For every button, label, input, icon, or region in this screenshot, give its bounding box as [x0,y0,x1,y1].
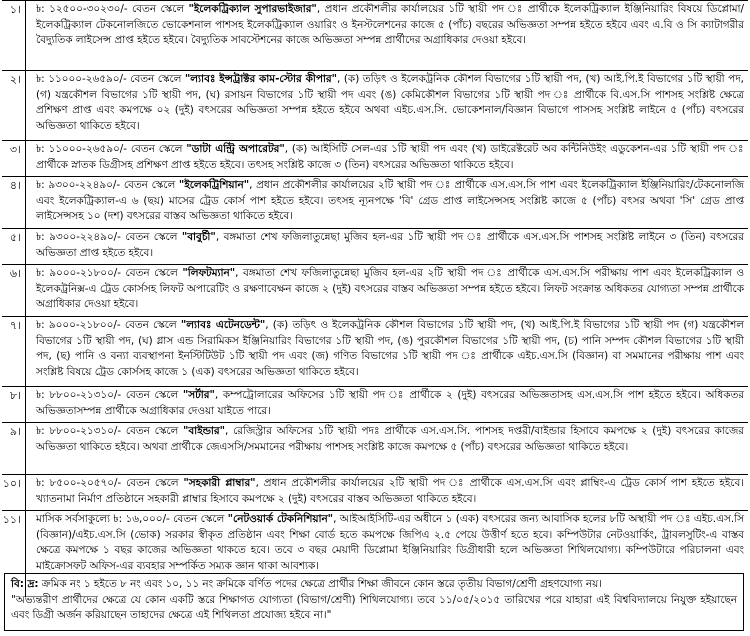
pay-scale: ৳: ৯৩০০-২২৪৯০/- বেতন স্কেলে [36,231,182,243]
note-box [4,573,744,631]
item-text [26,387,748,422]
item-number: ৮। [2,387,26,422]
item-text [26,141,748,176]
item-text [26,317,748,386]
item-number: ৩। [2,141,26,176]
pay-scale: ৳: ১২৫০০-৩০২৩০/- বেতন স্কেলে [36,3,189,15]
item-text [26,177,748,228]
item-number: ১০। [2,475,26,510]
post-requirements: , প্রধান প্রকৌশলীর কার্যালয়ের ২টি স্থায়ী পদ ঃ প্রার্থীকে এস.এস.সি পাশ এবং ইলেকট্রিক্যাল ইঞ্জিনিয়ারিং/টেকনোলজি এবং ইলেকট্রিক্যাল-এ ৬ (ছয়) মাসের ট্রেড কোর্স পাশ হইতে হইবে। তৎসহ ন্যূনপক্ষে 'বি' গ্রেড প্রাপ্ত লাইসেন্সসহ সংশ্লিষ্ট কাজে ৫ (পাঁচ) বৎসর অথবা 'সি' গ্রেড প্রাপ্ত লাইসেন্সসহ ১০ (দশ) বৎসরের বাস্তব অভিজ্ঞতা থাকিতে হইবে। [36,179,744,222]
vacancy-list [2,0,748,572]
post-requirements: , কম্পট্রোলারের অফিসের ১টি স্থায়ী পদ ঃ প্রার্থীকে ২ (দুই) বৎসরের অভিজ্ঞতাসহ এস.এস.সি পাশ হইতে হইবে। অধিকতর অভিজ্ঞতাসম্পন্ন প্রার্থীকে অগ্রাধিকার দেওয়া যাইতে পারে। [36,389,744,417]
post-title: "ল্যাবঃ ইন্সট্রাক্টর কাম-স্টোর কীপার" [184,73,338,85]
post-title: "সহকারী প্লাম্বার" [183,477,256,489]
item-number: ১১। [2,511,26,597]
vacancy-item [2,71,748,141]
note-text-1: ক্রমিক নং ১ হইতে ৮ নং এবং ১০, ১১ নং ক্রমিকে বর্ণিত পদের ক্ষেত্রে প্রার্থীর শিক্ষা জীবনে কোন স্তরে তৃতীয় বিভাগ/শ্রেণী গ্রহণযোগ্য নয়। [38,578,602,590]
item-number: ৭। [2,317,26,386]
post-title: "নেটওয়ার্ক টেকনিশিয়ান" [227,513,334,525]
post-requirements: , আইআইসিটি-এর অধীনে ১ (এক) বৎসরের জন্য আবাসিক হলের ৮টি অস্থায়ী পদ ঃ এইচ.এস.সি (বিজ্ঞান)/এইচ.এস.সি (ভোক) সরকার স্বীকৃত প্রতিষ্ঠান এবং শিক্ষা বোর্ড হতে কমপক্ষে জিপিএ ২.৫ পেয়ে উত্তীর্ণ হতে হবে। কম্পিউটার নেটওয়ার্কিং, ট্রাবলসুটিং-এ বাস্তব ক্ষেত্রে কমপক্ষে ১ বছর কাজের অভিজ্ঞতা থাকতে হবে। তবে ৩ বছর মেয়াদী ডিপ্লোমা ইঞ্জিনিয়ারিং ডিগ্রীধারী হলে অভিজ্ঞতা শিথিলযোগ্য। কম্পিউটারে পরিচালনা এবং মাইক্রোসফট অফিস-এর ব্যবহার সম্পর্কিত সম্যক জ্ঞান থাকা আবশ্যক। [36,513,744,572]
vacancy-item [2,317,748,387]
pay-scale: ৳: ৯০০০-২১৮০০/- বেতন স্কেলে [36,267,183,279]
post-title: "বাবুর্চী" [181,231,216,243]
vacancy-item [2,423,748,475]
pay-scale: ৳: ৮৮০০-২১৩১০/- বেতন স্কেলে [36,389,183,401]
pay-scale: ৳: ১১০০০-২৬৫৯০/- বেতন স্কেলে [36,143,187,155]
vacancy-item [2,177,748,229]
pay-scale: ৳: ৮৮০০-২১৩১০/- বেতন স্কেলে [36,425,183,437]
pay-scale: ৳: ১১০০০-২৬৫৯০/- বেতন স্কেলে [36,73,185,85]
vacancy-item [2,387,748,423]
vacancy-item [2,265,748,317]
pay-scale: ৳: ৮৫০০-২০৫৭০/- বেতন স্কেলে [36,477,184,489]
post-title: "ডাটা এন্ট্রি অপারেটর" [186,143,285,155]
pay-scale: মাসিক সর্বসাকুল্যে ৳: ১৬,০০০/- বেতন স্কেলে [36,513,228,525]
item-text [26,423,748,474]
item-number: ৪। [2,177,26,228]
post-title: "ইলেকট্রিক্যাল সুপারভাইজার" [188,3,317,15]
vacancy-item [2,1,748,71]
post-title: "ইলেকট্রিশিয়ান" [178,179,250,191]
vacancy-item [2,229,748,265]
note-line-2: "অভ্যন্তরীণ প্রার্থীদের ক্ষেত্রে যে কোন একটি স্তরে শিক্ষাগত যোগ্যতা (বিভাগ/শ্রেণী) শিথিলযোগ্য। তবে ১১/০৫/২০১৫ তারিখের পরে যাহারা এই বিশ্ববিদ্যালয়ে নিযুক্ত হইয়াছেন এবং ডিগ্রী অর্জন করিয়াছেন তাহাদের ক্ষেত্রে এই শিথিলতা প্রযোজ্য হইবে না।" [11,593,737,621]
post-title: "লিফটম্যান" [182,267,236,279]
item-text [26,265,748,316]
item-number: ৬। [2,265,26,316]
post-title: "বাইন্ডার" [182,425,226,437]
pay-scale: ৳: ৯০০০-২১৮০০/- বেতন স্কেলে [36,319,181,331]
vacancy-item [2,475,748,511]
post-requirements: , (ক) তড়িৎ ও ইলেকট্রনিক কৌশল বিভাগের ১টি স্থায়ী পদ, (খ) আই.পি.ই বিভাগের ১টি স্থায়ী পদ, (গ) যন্ত্রকৌশল বিভাগের ১টি স্থায়ী পদ, (ঘ) রসায়ন বিভাগের ১টি স্থায়ী পদ এবং (ঙ) কেমিকৌশল বিভাগের ১টি স্থায়ী পদ ঃ প্রার্থীকে বি.এস.সি পাশসহ সংশ্লিষ্ট ক্ষেত্রে প্রশিক্ষণ প্রাপ্ত এবং কমপক্ষে ০২ (দুই) বৎসরের অভিজ্ঞতা সম্পন্ন হইতে হইবে অথবা এইচ.এস.সি. ভোকেশনাল/বিজ্ঞান বিভাগে পাসসহ সংশ্লিষ্ট লাইনে ৫ (পাঁচ) বৎসরের অভিজ্ঞতা থাকিতে হইবে। [36,73,744,132]
post-requirements: , (ক) আইসিটি সেল-এর ১টি স্থায়ী পদ এবং (খ) ডাইরেক্টরেট অব কন্টিনিউইং এডুকেশন-এর ১টি স্থায়ী পদ ঃ প্রার্থীকে স্নাতক ডিগ্রীসহ প্রশিক্ষণ প্রাপ্ত হইতে হইবে। তৎসহ সংশ্লিষ্ট কাজে ৩ (তিন) বৎসরের অভিজ্ঞতা থাকিতে হইবে। [36,143,744,171]
item-number: ২। [2,71,26,140]
post-requirements: , প্রধান প্রকৌশলীর কার্যালয়ের ২টি স্থায়ী পদ ঃ প্রার্থীকে এস.এস.সি এবং প্লাম্বিং-এ ট্রেড কোর্স পাশ হইতে হইবে। খ্যাতনামা নির্মাণ প্রতিষ্ঠানে সহকারী প্লাম্বার হিসাবে কমপক্ষে ২ (দুই) বৎসরের বাস্তব অভিজ্ঞতা থাকিতে হইবে। [36,477,744,505]
item-text [26,71,748,140]
pay-scale: ৳: ৯৩০০-২২৪৯০/- বেতন স্কেলে [36,179,179,191]
post-requirements: , বঙ্গমাতা শেখ ফজিলাতুন্নেছা মুজিব হল-এর ২টি স্থায়ী পদ ঃ প্রার্থীকে এস.এস.সি পরীক্ষায় পাশ এবং ইলেকট্রিক্যাল ও ইলেকট্রনিক্স-এ ট্রেড কোর্সসহ লিফট অপারেটিং ও রক্ষণাবেক্ষন কাজে ২ (দুই) বৎসরের বাস্তব অভিজ্ঞতা সম্পন্ন হইতে হইবে। লিফট সংক্রান্ত অধিকতর যোগ্যতা সম্পন্ন প্রার্থীকে অগ্রাধিকার দেওয়া হইবে। [36,267,744,310]
item-text [26,229,748,264]
post-requirements: , প্রধান প্রকৌশলীর কার্যালয়ের ১টি স্থায়ী পদ ঃ প্রার্থীকে ইলেকট্রিক্যাল ইঞ্জিনিয়ারিং বিষয়ে ডিপ্লোমা/ইলেকট্রিক্যাল টেকনোলজিতে ভোকেশনাল পাশসহ ইলেকট্রিক্যাল ওয়ারিং ও ইনস্টলেশনের কাজে ৫ (পাঁচ) বছরের অভিজ্ঞতা সম্পন্ন হইতে হইবে এবং এ.বি ও সি ক্যাটাগরীর বৈদ্যুতিক লাইসেন্স প্রাপ্ত হইতে হইবে। বৈদ্যুতিক সাবস্টেশনের কাজে অভিজ্ঞতা সম্পন্ন প্রার্থীদের অগ্রাধিকার দেওয়া হইবে। [36,3,744,46]
post-requirements: , বঙ্গমাতা শেখ ফজিলাতুন্নেছা মুজিব হল-এর ১টি স্থায়ী পদ ঃ প্রার্থীকে এস.এস.সি পাশসহ সংশ্লিষ্ট লাইনে ৩ (তিন) বৎসরের অভিজ্ঞতা প্রাপ্ত হইতে হইবে। [36,231,744,259]
item-number: ৯। [2,423,26,474]
item-text [26,475,748,510]
post-title: "ল্যাবঃ এটেনডেন্ট" [180,319,266,331]
vacancy-item [2,141,748,177]
note-label: বি: দ্র: [11,578,39,590]
post-title: "সর্টার" [182,389,215,401]
item-number: ৫। [2,229,26,264]
item-text [26,1,748,70]
note-line-1 [11,577,737,593]
item-number: ১। [2,1,26,70]
post-requirements: , রেজিস্ট্রার অফিসের ১টি স্থায়ী পদঃ প্রার্থীকে এস.এস.সি. পাশসহ দপ্তরী/বাইন্ডার হিসাবে কমপক্ষে ২ (দুই) বৎসরের কাজের অভিজ্ঞতা থাকিতে হইবে। অথবা প্রার্থীকে জেএসসি/সমমানের পরীক্ষায় পাশসহ সংশ্লিষ্ট কাজে কমপক্ষে ৫ (পাঁচ) বৎসরের অভিজ্ঞতা থাকিতে হইবে। [36,425,744,453]
post-requirements: , (ক) তড়িৎ ও ইলেকট্রনিক কৌশল বিভাগের ১টি স্থায়ী পদ, (খ) আই.পি.ই বিভাগের ১টি স্থায়ী পদ (গ) যন্ত্রকৌশল বিভাগের ১টি স্থায়ী পদ, (ঘ) গ্লাস এন্ড সিরামিকস ইঞ্জিনিয়ারিং বিভাগের ১টি স্থায়ী পদ, (ঙ) পুরকৌশল বিভাগের ১টি স্থায়ী পদ, (চ) পানি সম্পদ কৌশল বিভাগের ১টি স্থায়ী পদ, (ছ) পানি ও বন্যা ব্যবস্থাপনা ইনস্টিটিউট ১টি স্থায়ী পদ এবং (জ) গণিত বিভাগের ১টি স্থায়ী পদ ঃ প্রার্থীকে এইচ.এস.সি (বিজ্ঞান) বা সমমানের পরীক্ষায় পাশ এবং সংশ্লিষ্ট বিষয়ে ট্রেড কোর্সসহ কাজে ১ (এক) বৎসরের অভিজ্ঞতা থাকিতে হইবে। [36,319,744,378]
